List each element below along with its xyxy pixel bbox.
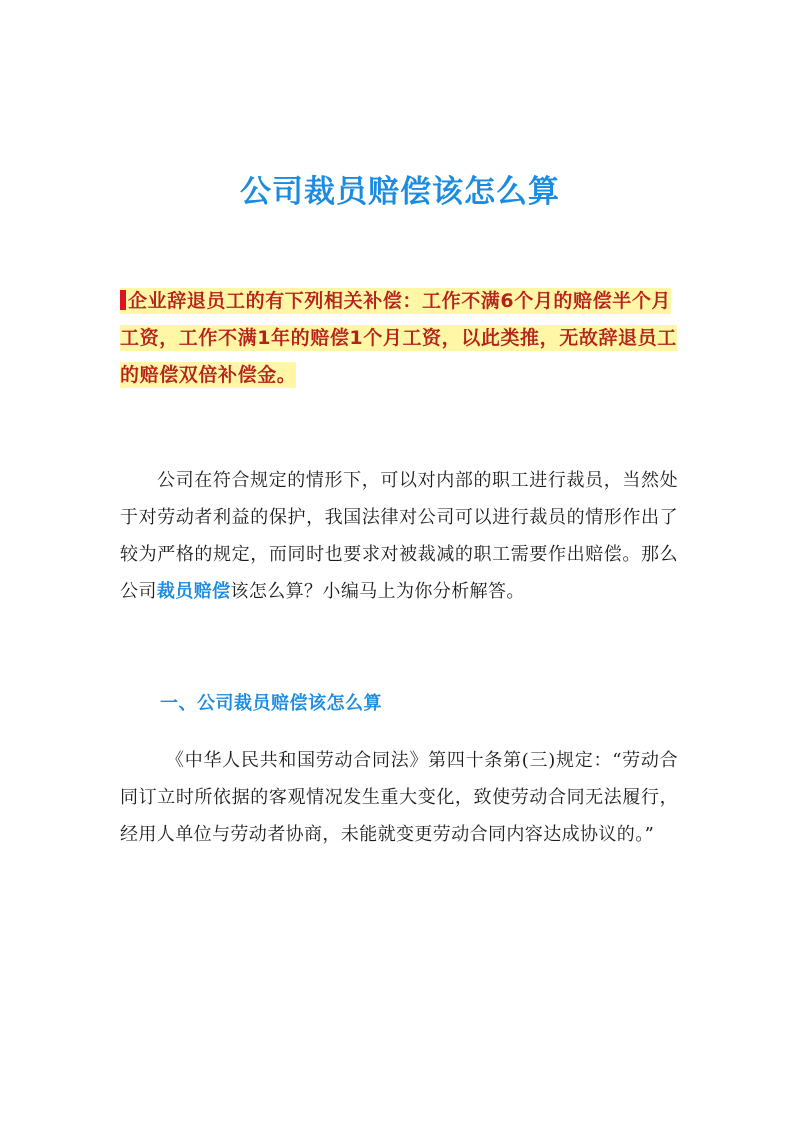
page-title: 公司裁员赔偿该怎么算 <box>240 174 560 210</box>
intro-paragraph <box>120 462 678 610</box>
intro-text-before: 公司在符合规定的情形下，可以对内部的职工进行裁员，当然处于对劳动者利益的保护，我国法律对公司可以进行裁员的情形作出了较为严格的规定，而同时也要求对被裁减的职工需要作出赔偿。那么公司 <box>120 470 678 602</box>
intro-text-after: 该怎么算？小编马上为你分析解答。 <box>230 581 525 602</box>
summary-text: 企业辞退员工的有下列相关补偿：工作不满6个月的赔偿半个月工资，工作不满1年的赔偿1个月工资，以此类推，无故辞退员工的赔偿双倍补偿金。 <box>120 290 677 386</box>
summary-block <box>120 283 680 394</box>
section-heading: 一、公司裁员赔偿该怎么算 <box>160 693 382 714</box>
compensation-link[interactable]: 裁员赔偿 <box>156 581 231 602</box>
summary-highlight <box>120 288 677 388</box>
red-marker-icon <box>120 290 126 310</box>
law-quote-paragraph: 《中华人民共和国劳动合同法》第四十条第(三)规定：“劳动合同订立时所依据的客观情况发生重大变化，致使劳动合同无法履行，经用人单位与劳动者协商，未能就变更劳动合同内容达成协议的。” <box>120 750 678 845</box>
